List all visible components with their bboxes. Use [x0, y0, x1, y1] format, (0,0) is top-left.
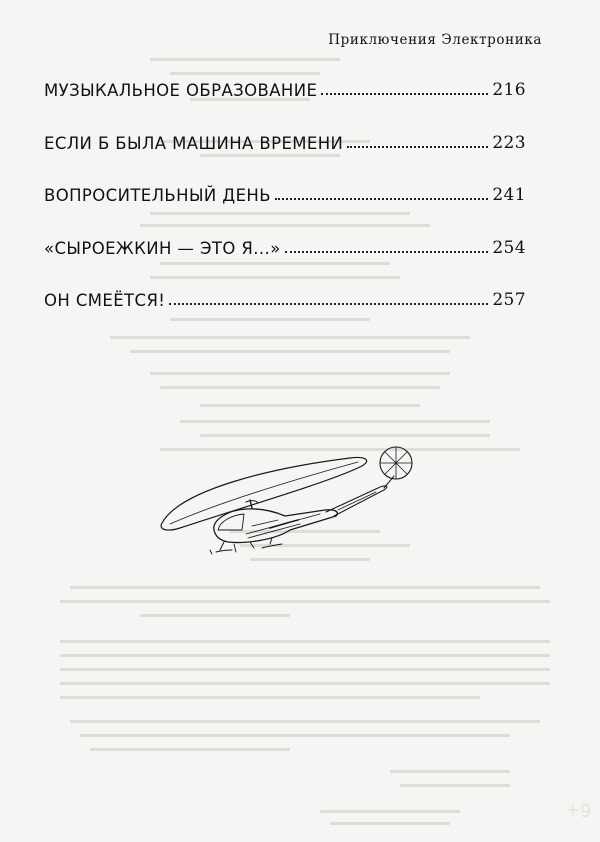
dot-leader: [285, 251, 489, 253]
toc-entry-title: МУЗЫКАЛЬНОЕ ОБРАЗОВАНИЕ: [44, 81, 318, 100]
toc-entry-page: 257: [492, 290, 526, 310]
toc-entry: [44, 234, 526, 258]
toc-entry-page: 254: [492, 237, 526, 258]
corner-mark: 6+: [565, 799, 592, 820]
dot-leader: [347, 146, 488, 148]
toc-entry-page: 241: [492, 185, 526, 205]
running-head: Приключения Электроника: [328, 32, 542, 48]
dot-leader: [321, 93, 488, 95]
toc-entry: [44, 181, 526, 205]
dot-leader: [275, 198, 488, 200]
toc-entry-title: ОН СМЕЁТСЯ!: [44, 291, 166, 310]
helicopter-illustration: [150, 430, 450, 570]
toc-entry-title: «СЫРОЕЖКИН — ЭТО Я...»: [44, 238, 281, 258]
toc-entry-title: ЕСЛИ Б БЫЛА МАШИНА ВРЕМЕНИ: [44, 133, 344, 153]
toc-entry: [44, 76, 526, 100]
dot-leader: [169, 303, 488, 305]
table-of-contents: [44, 76, 526, 339]
toc-entry: [44, 129, 526, 153]
toc-entry: [44, 286, 526, 310]
toc-entry-page: 216: [492, 80, 526, 100]
toc-entry-title: ВОПРОСИТЕЛЬНЫЙ ДЕНЬ: [44, 186, 271, 205]
toc-entry-page: 223: [492, 132, 526, 153]
